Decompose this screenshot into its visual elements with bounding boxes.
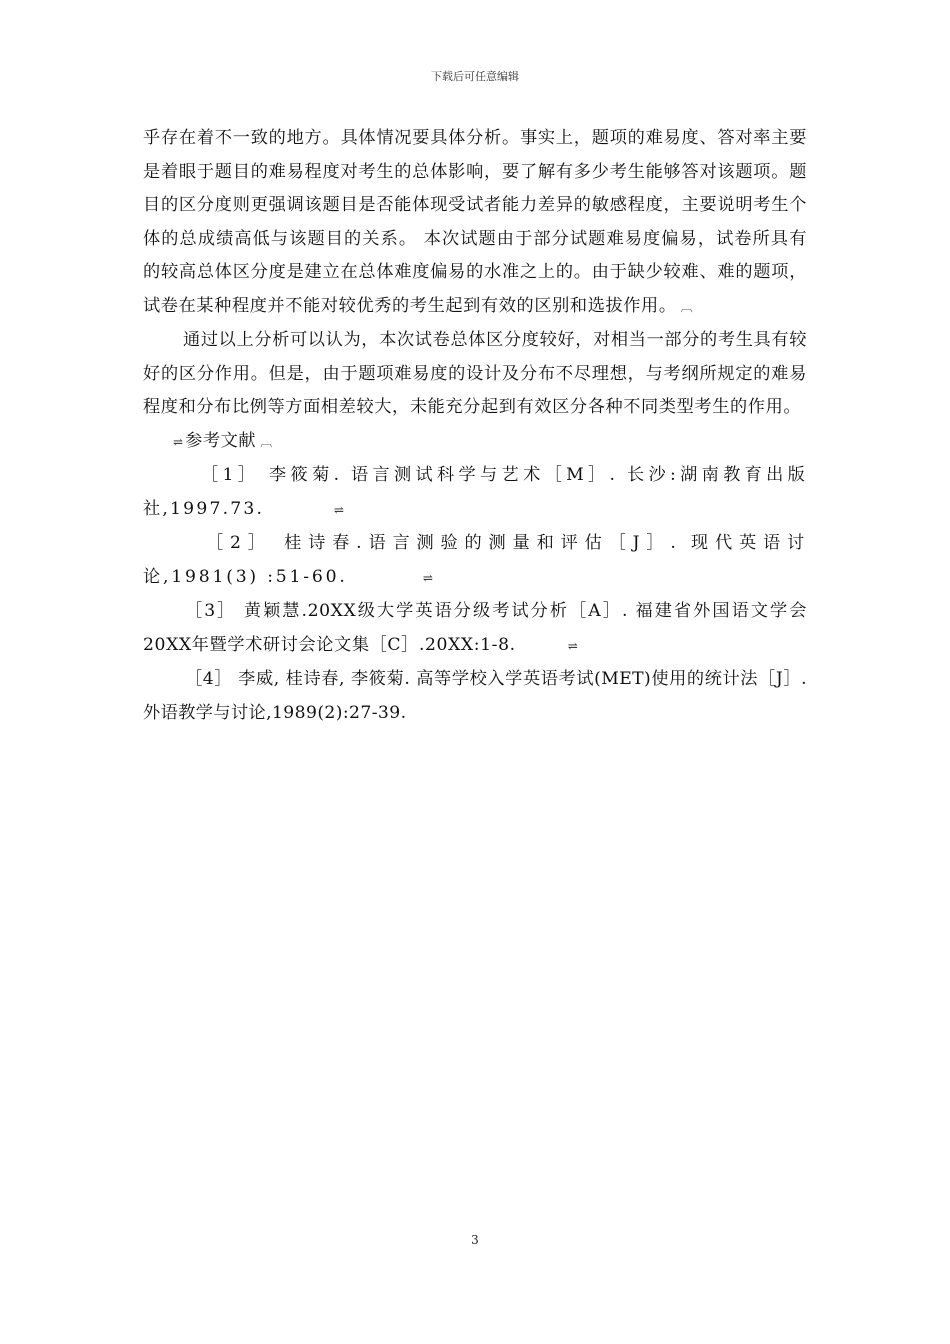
heading-mark-icon: ⇌ xyxy=(173,434,184,449)
body-paragraph-1 xyxy=(143,122,807,324)
reference-mark-icon: ⇌ xyxy=(422,570,433,585)
reference-mark-icon: ⇌ xyxy=(333,502,344,517)
reference-item-1 xyxy=(143,459,807,527)
reference-text: ［3］ 黄颖慧.20XX级大学英语分级考试分析［A］. 福建省外国语文学会20XX年暨学术研讨会论文集［C］.20XX:1-8. xyxy=(143,601,807,655)
reference-text: ［1］ 李筱菊. 语言测试科学与艺术［M］. 长沙:湖南教育出版社,1997.73. xyxy=(143,465,807,519)
references-heading-text: 参考文献 xyxy=(185,430,257,451)
reference-text: ［4］ 李威, 桂诗春, 李筱菊. 高等学校入学英语考试(MET)使用的统计法［J］.外语教学与讨论,1989(2):27-39. xyxy=(143,669,807,723)
reference-item-4 xyxy=(143,663,807,730)
reference-list xyxy=(143,459,807,730)
page-header: 下载后可任意编辑 xyxy=(431,70,519,83)
page-number: 3 xyxy=(471,1233,479,1247)
body-paragraph-2 xyxy=(143,324,807,425)
paragraph-1-text: 乎存在着不一致的地方。具体情况要具体分析。事实上，题项的难易度、答对率主要是着眼于题目的难易程度对考生的总体影响，要了解有多少考生能够答对该题项。题目的区分度则更强调该题目是否能体现受试者能力差异的敏感程度，主要说明考生个体的总成绩高低与该题目的关系。 本次试题由于部分试题难易度偏易，试卷所具有的较高总体区分度是建立在总体难度偏易的水准之上的。由于缺少较难、难的题项，试卷在某种程度并不能对较优秀的考生起到有效的区别和选拔作用。 xyxy=(143,128,807,316)
heading-end-mark-icon: ︹ xyxy=(260,434,273,449)
document-body xyxy=(143,122,807,730)
paragraph-mark-icon: ︹ xyxy=(680,299,693,314)
references-heading xyxy=(143,425,807,460)
reference-text: ［2］ 桂诗春.语言测验的测量和评估［J］. 现代英语讨论,1981(3) :51-60. xyxy=(143,533,807,587)
reference-item-3 xyxy=(143,595,807,663)
paragraph-2-text: 通过以上分析可以认为，本次试卷总体区分度较好，对相当一部分的考生具有较好的区分作用。但是，由于题项难易度的设计及分布不尽理想，与考纲所规定的难易程度和分布比例等方面相差较大，未能充分起到有效区分各种不同类型考生的作用。 xyxy=(143,330,807,417)
reference-mark-icon: ⇌ xyxy=(567,638,578,653)
reference-item-2 xyxy=(143,527,807,595)
